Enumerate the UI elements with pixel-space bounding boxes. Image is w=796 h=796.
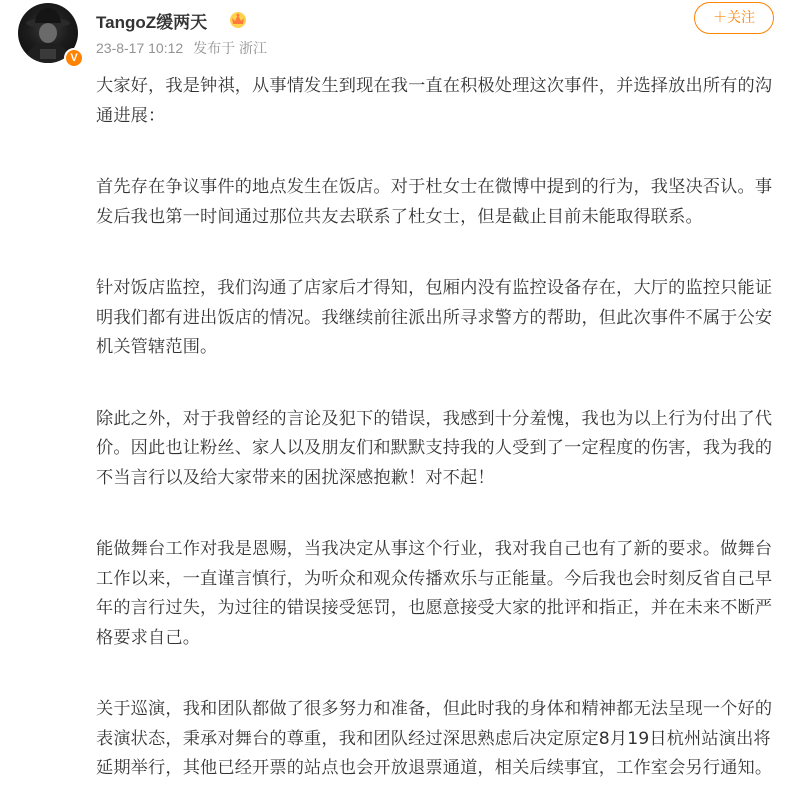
username[interactable]: TangoZ缓两天: [96, 13, 208, 32]
paragraph: 针对饭店监控，我们沟通了店家后才得知，包厢内没有监控设备存在，大厅的监控只能证明我们都有进出饭店的情况。我继续前往派出所寻求警方的帮助，但此次事件不属于公安机关管辖范围。: [96, 278, 773, 357]
paragraph: 大家好，我是钟祺，从事情发生到现在我一直在积极处理这次事件，并选择放出所有的沟通进展：: [96, 76, 773, 126]
crown-icon: [228, 9, 248, 29]
post-source: 发布于 浙江: [193, 40, 267, 56]
paragraph: 首先存在争议事件的地点发生在饭店。对于杜女士在微博中提到的行为，我坚决否认。事发后我也第一时间通过那位共友去联系了杜女士，但是截止目前未能取得联系。: [96, 177, 773, 227]
paragraph: 能做舞台工作对我是恩赐，当我决定从事这个行业，我对我自己也有了新的要求。做舞台工作以来，一直谨言慎行，为听众和观众传播欢乐与正能量。今后我也会时刻反省自己早年的言行过失，为过往的错误接受惩罚，也愿意接受大家的批评和指正，并在未来不断严格要求自己。: [96, 539, 773, 648]
paragraph: 除此之外，对于我曾经的言论及犯下的错误，我感到十分羞愧，我也为以上行为付出了代价。因此也让粉丝、家人以及朋友们和默默支持我的人受到了一定程度的伤害，我为我的不当言行以及给大家带来的困扰深感抱歉！对不起！: [96, 408, 773, 488]
paragraph: 关于巡演，我和团队都做了很多努力和准备，但此时我的身体和精神都无法呈现一个好的表演状态，秉承对舞台的尊重，我和团队经过深思熟虑后决定原定8月19日杭州站演出将延期举行，其他已经开票的站点也会开放退票通道，相关后续事宜，工作室会另行通知。: [96, 699, 773, 778]
post-content: [96, 72, 786, 796]
post-time[interactable]: 23-8-17 10:12: [96, 40, 184, 56]
verified-badge-icon: V: [64, 48, 84, 68]
follow-button[interactable]: ＋关注: [694, 2, 774, 34]
post-meta: [96, 38, 273, 58]
